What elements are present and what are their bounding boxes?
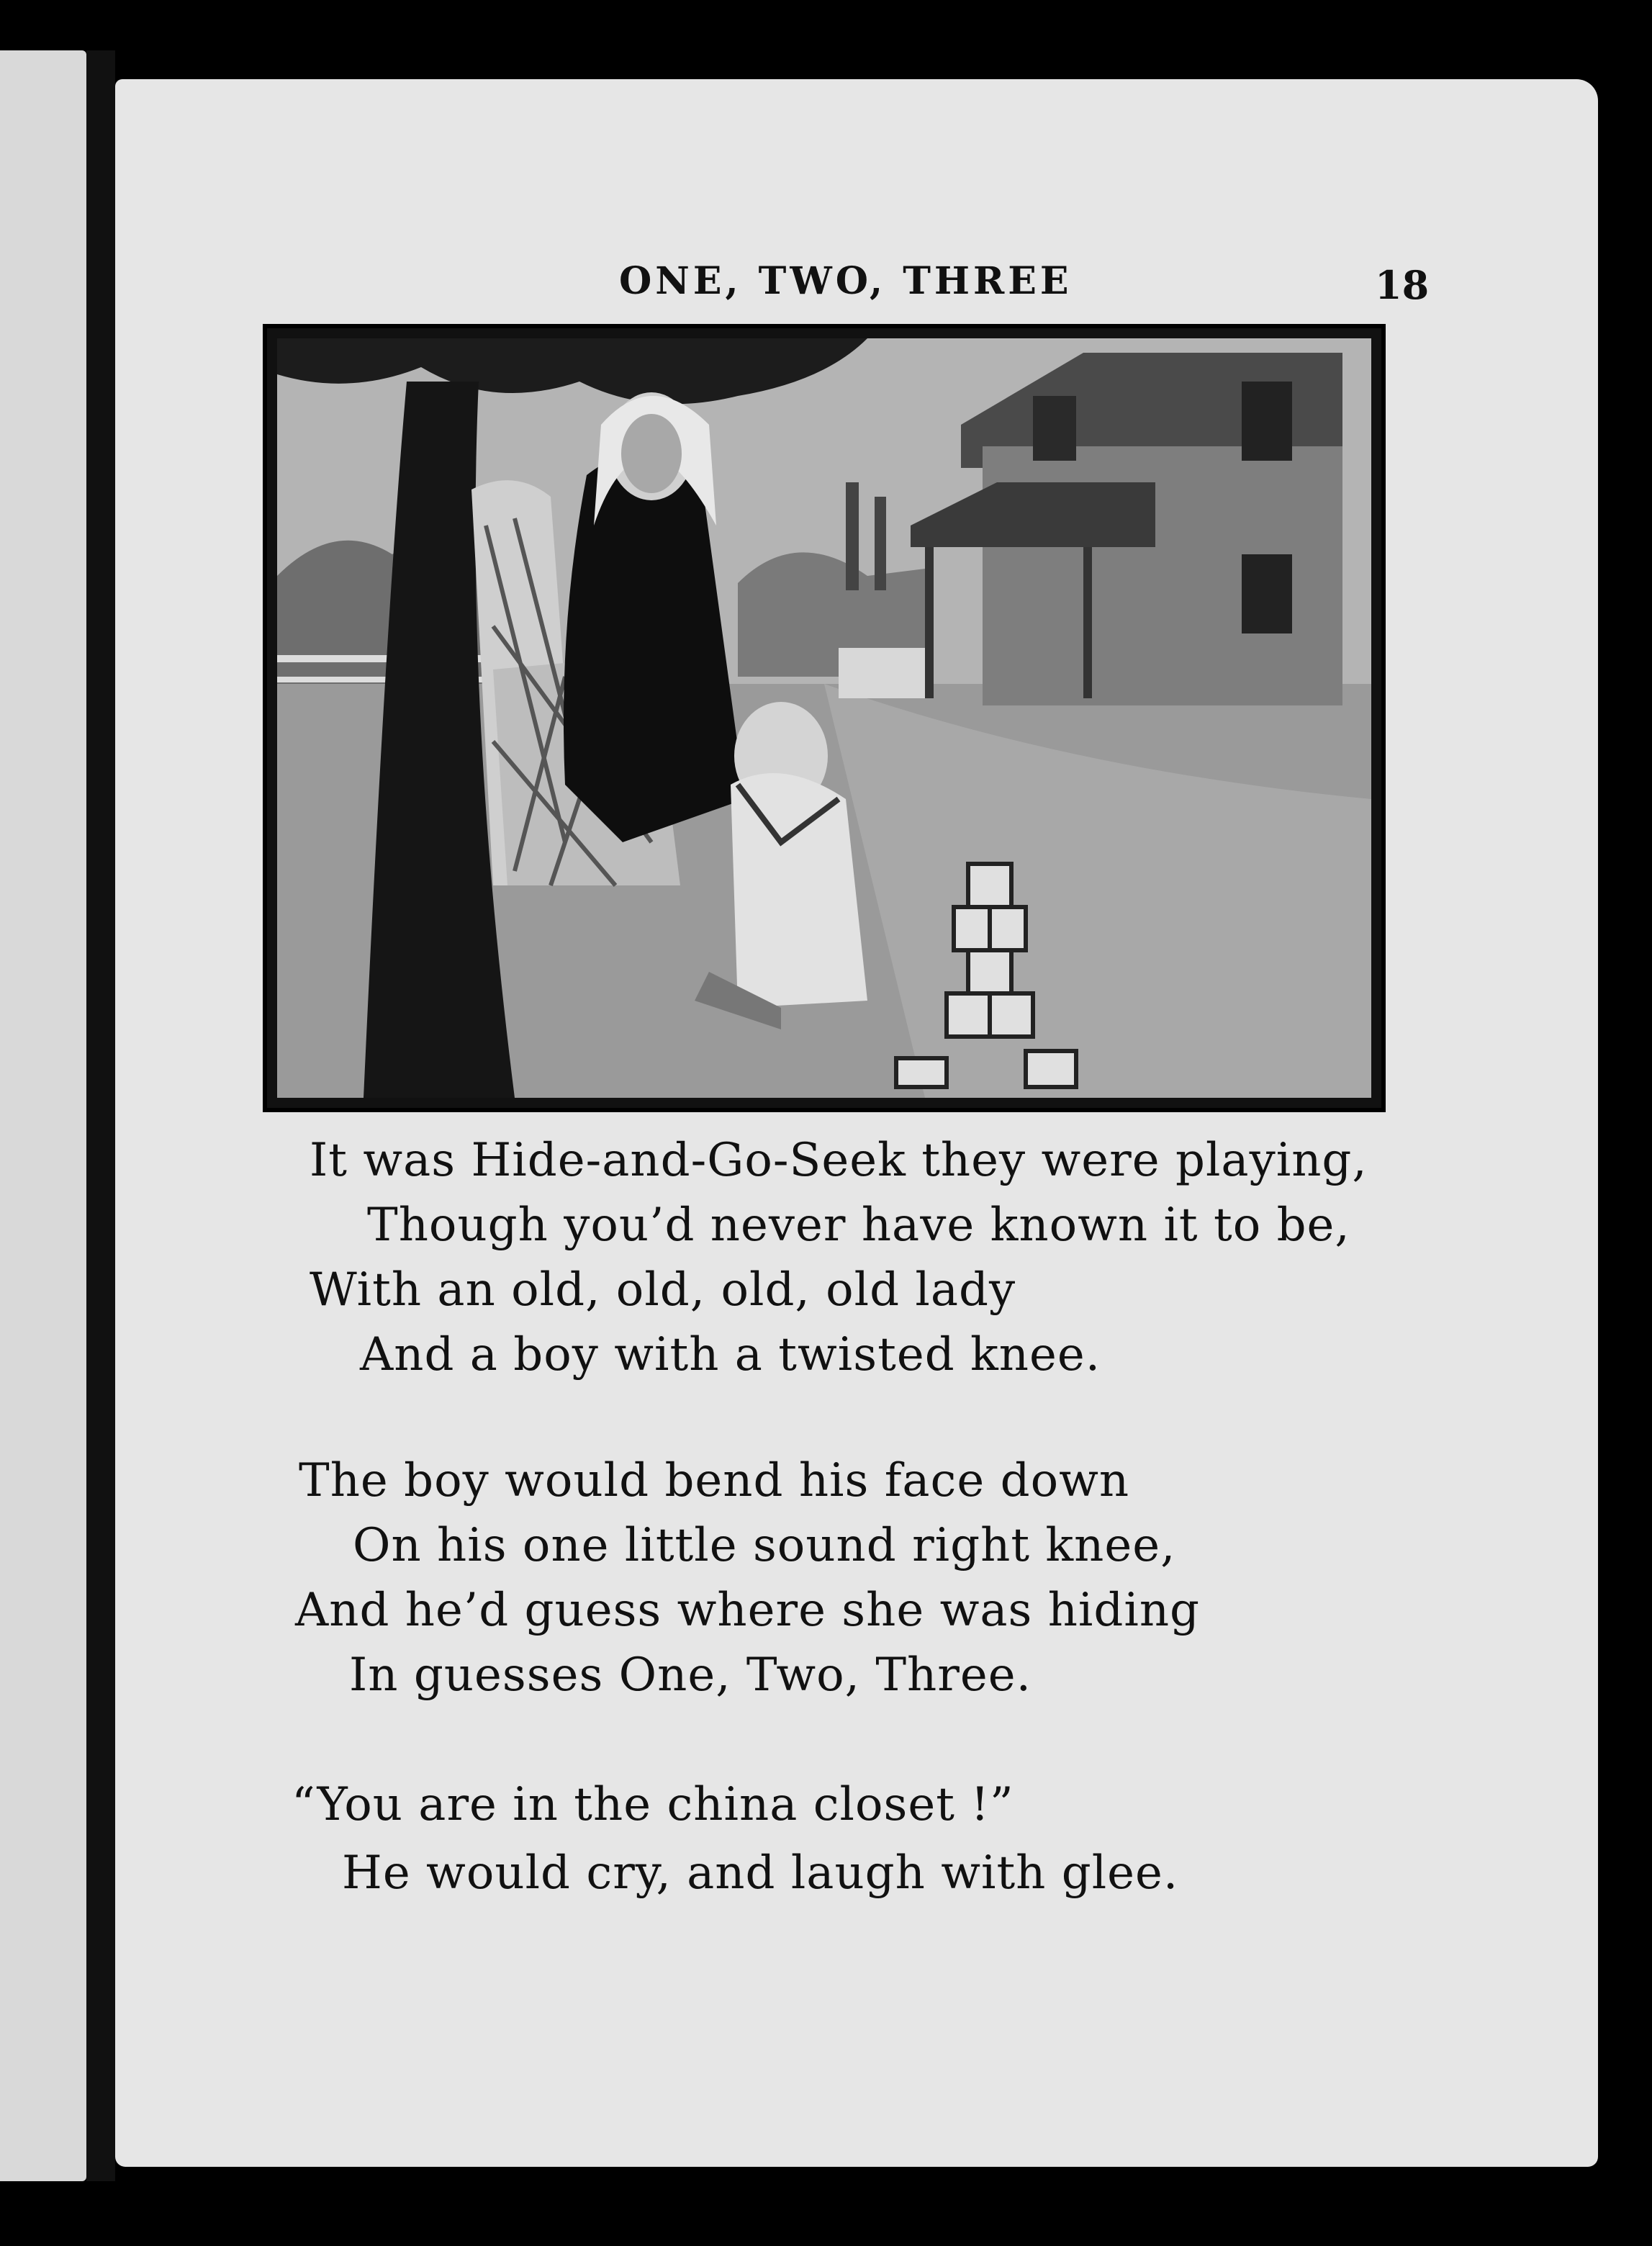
poem-line: He would cry, and laugh with glee. [342, 1846, 1179, 1900]
poem-line: And a boy with a twisted knee. [360, 1328, 1101, 1381]
poem-line: On his one little sound right knee, [353, 1519, 1176, 1572]
poem-line: The boy would bend his face down [299, 1454, 1130, 1507]
poem-line: It was Hide-and-Go-Seek they were playing, [310, 1134, 1368, 1187]
facing-page-edge [0, 50, 86, 2181]
book-spine [86, 50, 115, 2181]
book-page [115, 79, 1598, 2167]
poem-line: “You are in the china closet !” [292, 1778, 1014, 1831]
page-number: 18 [1375, 262, 1430, 308]
poem-line: Though you’d never have known it to be, [367, 1199, 1350, 1252]
poem [115, 79, 1598, 2167]
page-title: ONE, TWO, THREE [619, 259, 1073, 303]
poem-line: And he’d guess where she was hiding [295, 1584, 1200, 1637]
poem-line: With an old, old, old, old lady [310, 1263, 1016, 1317]
poem-line: In guesses One, Two, Three. [349, 1649, 1032, 1702]
